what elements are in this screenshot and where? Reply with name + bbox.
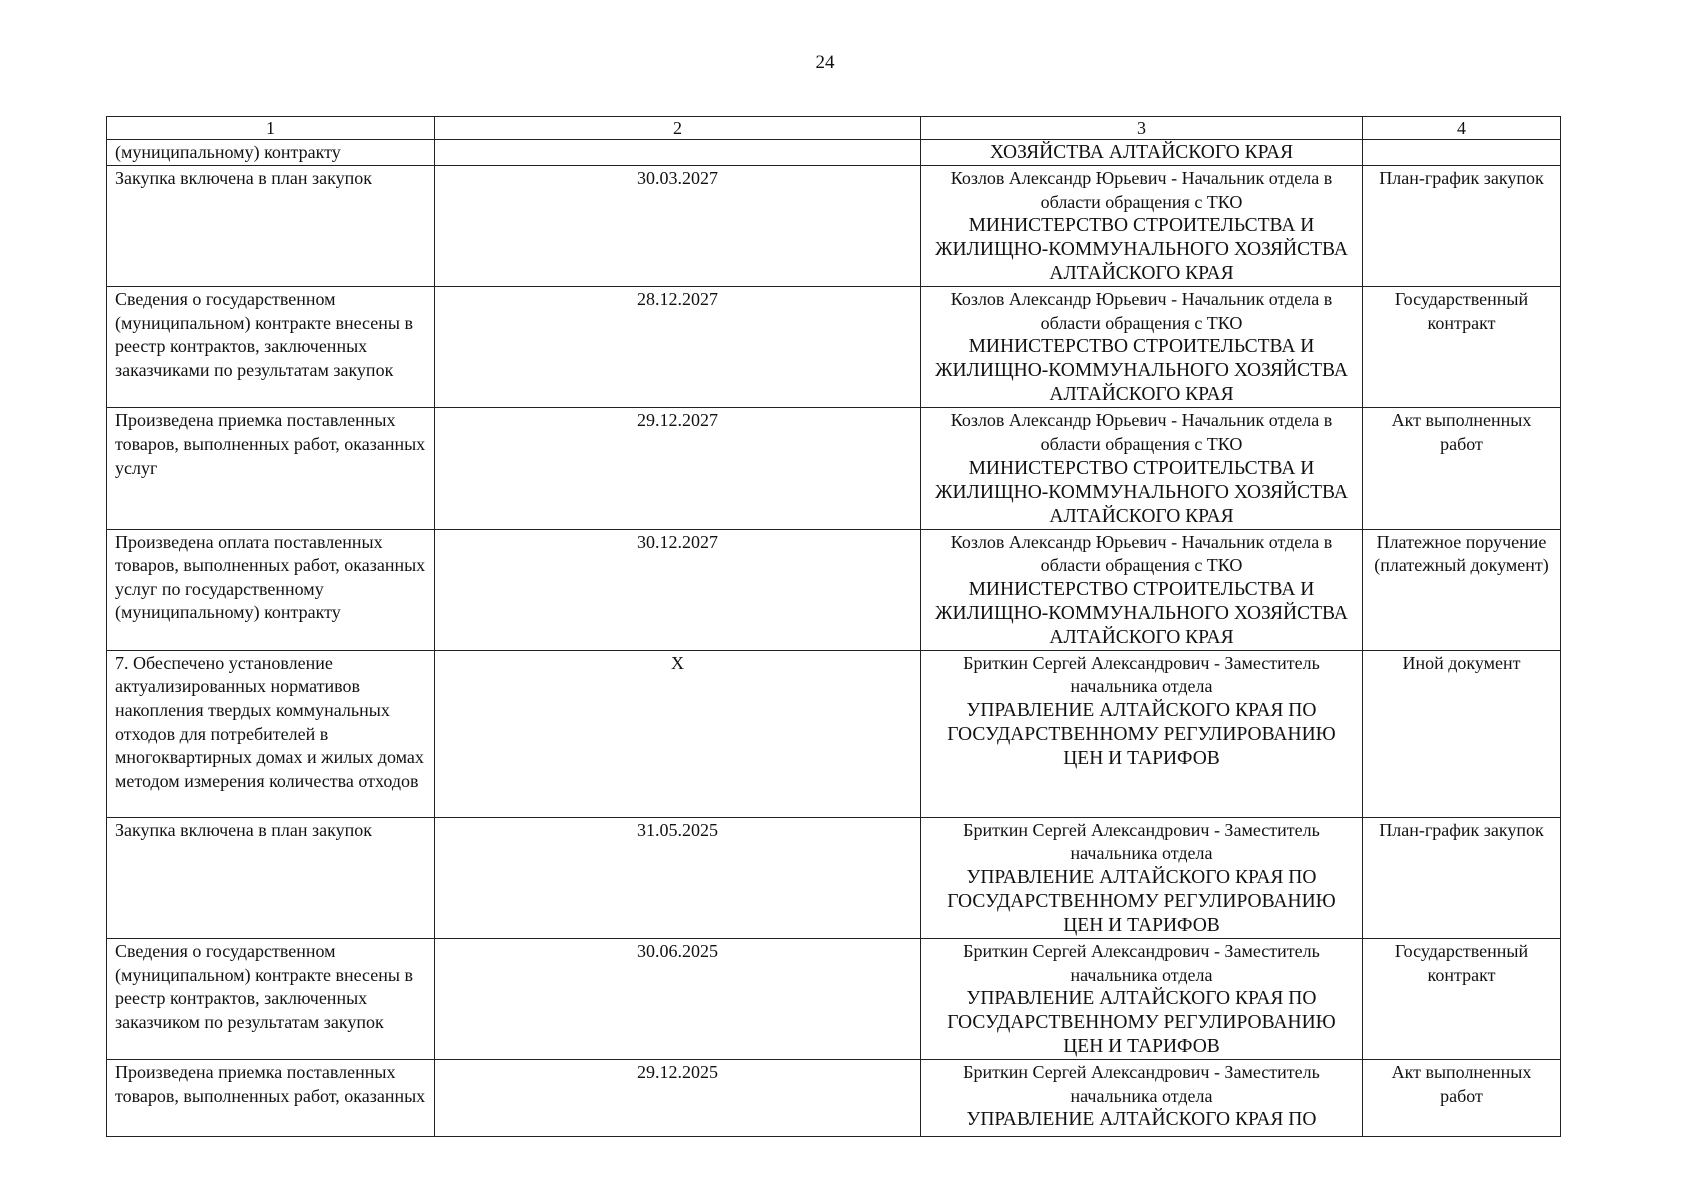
responsible-person: Козлов Александр Юрьевич - Начальник отдела в области обращения с ТКО [950, 531, 1333, 576]
responsible-org: МИНИСТЕРСТВО СТРОИТЕЛЬСТВА И ЖИЛИЩНО-КОММУНАЛЬНОГО ХОЗЯЙСТВА АЛТАЙСКОГО КРАЯ [935, 215, 1348, 285]
responsible-cell [921, 817, 1363, 938]
control-points-table [106, 116, 1561, 1137]
document-cell: Государственный контракт [1363, 287, 1561, 408]
table-row [107, 529, 1561, 650]
document-cell: Акт выполненных работ [1363, 1060, 1561, 1137]
document-cell [1363, 140, 1561, 166]
responsible-cell [921, 650, 1363, 817]
responsible-org: МИНИСТЕРСТВО СТРОИТЕЛЬСТВА И ЖИЛИЩНО-КОММУНАЛЬНОГО ХОЗЯЙСТВА АЛТАЙСКОГО КРАЯ [935, 457, 1348, 527]
responsible-cell [921, 140, 1363, 166]
table-body [107, 140, 1561, 1137]
responsible-person: Бриткин Сергей Александрович - Заместитель начальника отдела [963, 819, 1320, 864]
date-cell: 29.12.2025 [435, 1060, 921, 1137]
header-col-2: 2 [435, 117, 921, 140]
event-cell: Сведения о государственном (муниципальном) контракте внесены в реестр контрактов, заключенных заказчиками по результатам закупок [107, 287, 435, 408]
date-cell: 30.12.2027 [435, 529, 921, 650]
header-col-4: 4 [1363, 117, 1561, 140]
date-cell: 31.05.2025 [435, 817, 921, 938]
responsible-org: УПРАВЛЕНИЕ АЛТАЙСКОГО КРАЯ ПО ГОСУДАРСТВЕННОМУ РЕГУЛИРОВАНИЮ ЦЕН И ТАРИФОВ [947, 866, 1336, 936]
responsible-org: УПРАВЛЕНИЕ АЛТАЙСКОГО КРАЯ ПО ГОСУДАРСТВЕННОМУ РЕГУЛИРОВАНИЮ ЦЕН И ТАРИФОВ [947, 988, 1336, 1058]
header-col-3: 3 [921, 117, 1363, 140]
responsible-person: Козлов Александр Юрьевич - Начальник отдела в области обращения с ТКО [950, 289, 1333, 333]
responsible-cell [921, 287, 1363, 408]
document-cell: План-график закупок [1363, 817, 1561, 938]
date-cell: 30.03.2027 [435, 166, 921, 287]
table-row [107, 408, 1561, 529]
responsible-org: ХОЗЯЙСТВА АЛТАЙСКОГО КРАЯ [989, 142, 1294, 163]
document-cell: Акт выполненных работ [1363, 408, 1561, 529]
responsible-cell [921, 1060, 1363, 1137]
date-cell: 29.12.2027 [435, 408, 921, 529]
event-cell: Сведения о государственном (муниципальном) контракте внесены в реестр контрактов, заключенных заказчиком по результатам закупок [107, 938, 435, 1059]
responsible-cell [921, 529, 1363, 650]
header-col-1: 1 [107, 117, 435, 140]
responsible-org: МИНИСТЕРСТВО СТРОИТЕЛЬСТВА И ЖИЛИЩНО-КОММУНАЛЬНОГО ХОЗЯЙСТВА АЛТАЙСКОГО КРАЯ [935, 578, 1348, 648]
event-cell: 7. Обеспечено установление актуализированных нормативов накопления твердых коммунальных отходов для потребителей в многоквартирных домах и жилых домах методом измерения количества отходов [107, 650, 435, 817]
responsible-person: Бриткин Сергей Александрович - Заместитель начальника отдела [963, 652, 1320, 697]
responsible-person: Козлов Александр Юрьевич - Начальник отдела в области обращения с ТКО [950, 168, 1333, 212]
document-cell: Государственный контракт [1363, 938, 1561, 1059]
responsible-org: УПРАВЛЕНИЕ АЛТАЙСКОГО КРАЯ ПО ГОСУДАРСТВЕННОМУ РЕГУЛИРОВАНИЮ ЦЕН И ТАРИФОВ [947, 699, 1336, 769]
event-cell: (муниципальному) контракту [107, 140, 435, 166]
responsible-org: МИНИСТЕРСТВО СТРОИТЕЛЬСТВА И ЖИЛИЩНО-КОММУНАЛЬНОГО ХОЗЯЙСТВА АЛТАЙСКОГО КРАЯ [935, 336, 1348, 406]
date-cell: X [435, 650, 921, 817]
responsible-cell [921, 166, 1363, 287]
page-number: 24 [815, 52, 835, 73]
event-cell: Произведена оплата поставленных товаров, выполненных работ, оказанных услуг по государственному (муниципальному) контракту [107, 529, 435, 650]
document-cell: План-график закупок [1363, 166, 1561, 287]
document-cell: Иной документ [1363, 650, 1561, 817]
responsible-person: Козлов Александр Юрьевич - Начальник отдела в области обращения с ТКО [950, 410, 1333, 454]
table-row [107, 938, 1561, 1059]
event-cell: Произведена приемка поставленных товаров, выполненных работ, оказанных услуг [107, 408, 435, 529]
table-row [107, 166, 1561, 287]
date-cell: 28.12.2027 [435, 287, 921, 408]
responsible-cell [921, 938, 1363, 1059]
event-cell: Закупка включена в план закупок [107, 817, 435, 938]
table-row [107, 140, 1561, 166]
document-cell: Платежное поручение (платежный документ) [1363, 529, 1561, 650]
date-cell: 30.06.2025 [435, 938, 921, 1059]
responsible-person: Бриткин Сергей Александрович - Заместитель начальника отдела [963, 940, 1320, 985]
table-row [107, 1060, 1561, 1137]
event-cell: Произведена приемка поставленных товаров, выполненных работ, оказанных [107, 1060, 435, 1137]
table-row [107, 287, 1561, 408]
responsible-org: УПРАВЛЕНИЕ АЛТАЙСКОГО КРАЯ ПО [966, 1109, 1317, 1131]
event-cell: Закупка включена в план закупок [107, 166, 435, 287]
table-row [107, 650, 1561, 817]
responsible-cell [921, 408, 1363, 529]
date-cell [435, 140, 921, 166]
table-header [107, 117, 1561, 140]
table-row [107, 817, 1561, 938]
responsible-person: Бриткин Сергей Александрович - Заместитель начальника отдела [963, 1062, 1320, 1106]
header-row [107, 117, 1561, 140]
